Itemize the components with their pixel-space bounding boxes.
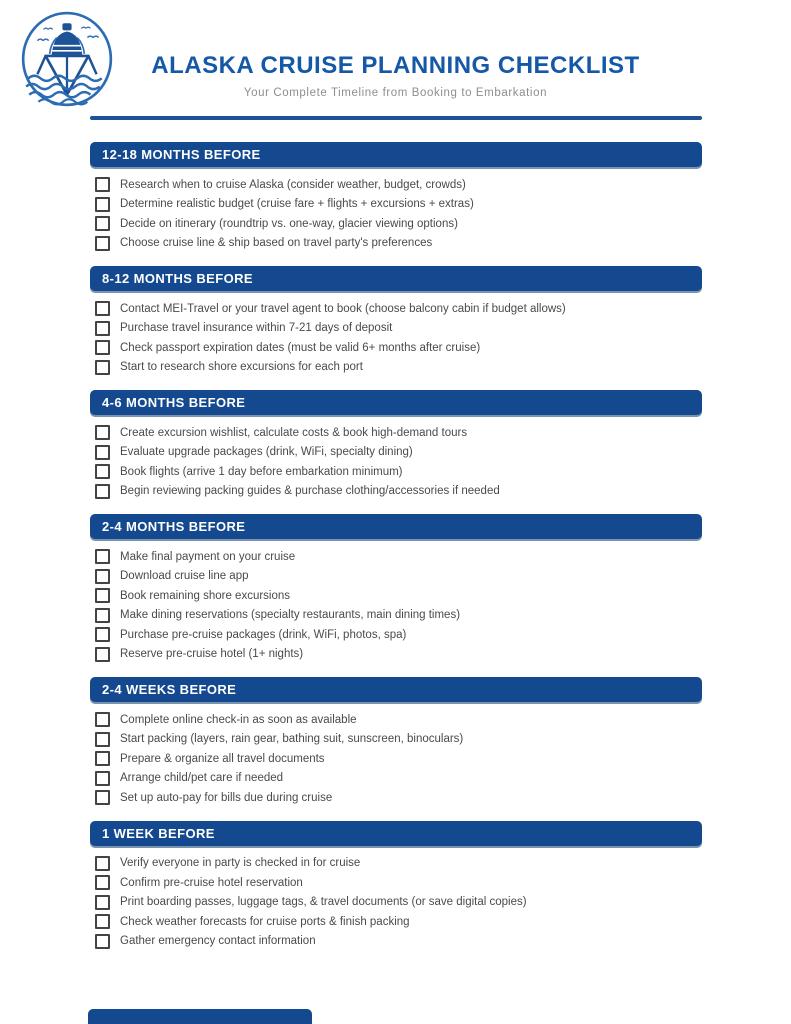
section-header-bar	[90, 514, 702, 539]
checklist-item	[90, 854, 702, 874]
item-label: Check weather forecasts for cruise ports & finish packing	[120, 915, 410, 928]
section-items	[90, 710, 702, 808]
checklist-item	[90, 175, 702, 195]
checklist-item	[90, 567, 702, 587]
item-label: Verify everyone in party is checked in for cruise	[120, 857, 361, 870]
item-label: Confirm pre-cruise hotel reservation	[120, 876, 303, 889]
checklist-item	[90, 769, 702, 789]
item-checkbox[interactable]	[95, 790, 110, 805]
item-label: Set up auto-pay for bills due during cruise	[120, 791, 333, 804]
item-checkbox[interactable]	[95, 569, 110, 584]
section	[90, 677, 702, 808]
checklist-item	[90, 482, 702, 502]
item-label: Begin reviewing packing guides & purchase clothing/accessories if needed	[120, 485, 500, 498]
item-checkbox[interactable]	[95, 934, 110, 949]
checklist-item	[90, 234, 702, 254]
section-heading: 12-18 MONTHS BEFORE	[102, 147, 261, 162]
checklist-item	[90, 443, 702, 463]
checklist-item	[90, 749, 702, 769]
checklist-item	[90, 645, 702, 665]
item-label: Purchase pre-cruise packages (drink, WiFi, photos, spa)	[120, 628, 407, 641]
section-header-bar	[90, 390, 702, 415]
checklist-item	[90, 338, 702, 358]
checklist-item	[90, 299, 702, 319]
item-checkbox[interactable]	[95, 445, 110, 460]
checklist-item	[90, 586, 702, 606]
item-label: Start to research shore excursions for each port	[120, 361, 363, 374]
checklist-item	[90, 912, 702, 932]
cruise-ship-logo	[16, 8, 118, 112]
section-items	[90, 175, 702, 253]
item-checkbox[interactable]	[95, 751, 110, 766]
item-checkbox[interactable]	[95, 216, 110, 231]
item-label: Reserve pre-cruise hotel (1+ nights)	[120, 648, 304, 661]
section-heading: 1 WEEK BEFORE	[102, 825, 215, 841]
checklist-item	[90, 358, 702, 378]
item-label: Make final payment on your cruise	[120, 550, 296, 563]
item-label: Prepare & organize all travel documents	[120, 752, 325, 765]
section-heading: 8-12 MONTHS BEFORE	[102, 271, 253, 286]
item-label: Evaluate upgrade packages (drink, WiFi, specialty dining)	[120, 446, 413, 459]
section	[90, 514, 702, 664]
item-label: Print boarding passes, luggage tags, & travel documents (or save digital copies)	[120, 896, 527, 909]
item-label: Make dining reservations (specialty restaurants, main dining times)	[120, 609, 461, 622]
checklist-item	[90, 606, 702, 626]
item-checkbox[interactable]	[95, 464, 110, 479]
document-header	[0, 0, 791, 99]
item-checkbox[interactable]	[95, 732, 110, 747]
checklist-item	[90, 730, 702, 750]
item-checkbox[interactable]	[95, 360, 110, 375]
item-checkbox[interactable]	[95, 321, 110, 336]
item-checkbox[interactable]	[95, 895, 110, 910]
item-label: Download cruise line app	[120, 570, 249, 583]
section-header-bar	[90, 142, 702, 167]
item-label: Arrange child/pet care if needed	[120, 772, 284, 785]
item-label: Contact MEI-Travel or your travel agent to book (choose balcony cabin if budget allows)	[120, 302, 566, 315]
item-label: Book flights (arrive 1 day before embarkation minimum)	[120, 465, 403, 478]
checklist-item	[90, 214, 702, 234]
item-checkbox[interactable]	[95, 712, 110, 727]
checklist-item	[90, 547, 702, 567]
item-checkbox[interactable]	[95, 177, 110, 192]
item-checkbox[interactable]	[95, 914, 110, 929]
item-checkbox[interactable]	[95, 588, 110, 603]
section-items	[90, 854, 702, 952]
section-items	[90, 547, 702, 664]
item-label: Determine realistic budget (cruise fare + flights + excursions + extras)	[120, 198, 474, 211]
item-label: Research when to cruise Alaska (consider weather, budget, crowds)	[120, 178, 466, 191]
section-header-bar	[90, 266, 702, 291]
section-items	[90, 299, 702, 377]
checklist-sections	[90, 142, 702, 951]
checklist-item	[90, 625, 702, 645]
section	[90, 390, 702, 501]
item-label: Book remaining shore excursions	[120, 589, 291, 602]
section-heading: 2-4 WEEKS BEFORE	[102, 682, 237, 697]
section	[90, 142, 702, 253]
item-label: Purchase travel insurance within 7-21 days of deposit	[120, 322, 393, 335]
item-checkbox[interactable]	[95, 484, 110, 499]
checklist-item	[90, 710, 702, 730]
checklist-item	[90, 462, 702, 482]
checklist-item	[90, 873, 702, 893]
item-label: Start packing (layers, rain gear, bathing suit, sunscreen, binoculars)	[120, 733, 464, 746]
section-heading: 2-4 MONTHS BEFORE	[102, 519, 246, 534]
checklist-item	[90, 319, 702, 339]
item-checkbox[interactable]	[95, 197, 110, 212]
item-label: Choose cruise line & ship based on travel party's preferences	[120, 237, 433, 250]
checklist-item	[90, 195, 702, 215]
item-checkbox[interactable]	[95, 549, 110, 564]
section-header-bar	[90, 821, 702, 846]
header-divider	[90, 116, 702, 120]
section-items	[90, 423, 702, 501]
cruise-ship-logo-icon	[16, 8, 118, 112]
section	[90, 821, 702, 952]
item-checkbox[interactable]	[95, 608, 110, 623]
page-title: ALASKA CRUISE PLANNING CHECKLIST	[151, 52, 640, 79]
item-checkbox[interactable]	[95, 875, 110, 890]
section	[90, 266, 702, 377]
item-checkbox[interactable]	[95, 771, 110, 786]
section-heading: 4-6 MONTHS BEFORE	[102, 395, 246, 410]
checklist-item	[90, 893, 702, 913]
item-checkbox[interactable]	[95, 856, 110, 871]
item-label: Create excursion wishlist, calculate costs & book high-demand tours	[120, 426, 468, 439]
item-checkbox[interactable]	[95, 340, 110, 355]
item-checkbox[interactable]	[95, 647, 110, 662]
item-checkbox[interactable]	[95, 425, 110, 440]
page-subtitle: Your Complete Timeline from Booking to Embarkation	[243, 87, 548, 99]
item-checkbox[interactable]	[95, 627, 110, 642]
section-header-bar	[90, 677, 702, 702]
item-label: Decide on itinerary (roundtrip vs. one-way, glacier viewing options)	[120, 217, 458, 230]
item-label: Complete online check-in as soon as available	[120, 713, 357, 726]
checklist-item	[90, 932, 702, 952]
partial-next-section-bar	[88, 1009, 312, 1024]
item-label: Check passport expiration dates (must be valid 6+ months after cruise)	[120, 341, 481, 354]
item-checkbox[interactable]	[95, 301, 110, 316]
item-checkbox[interactable]	[95, 236, 110, 251]
item-label: Gather emergency contact information	[120, 935, 316, 948]
checklist-item	[90, 788, 702, 808]
checklist-item	[90, 423, 702, 443]
